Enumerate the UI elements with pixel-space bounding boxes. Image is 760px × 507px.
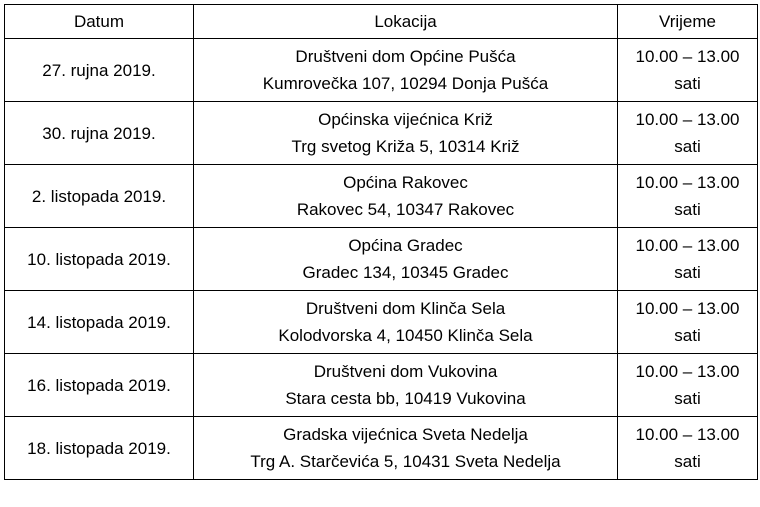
table-row (5, 102, 758, 165)
time-cell (618, 291, 758, 354)
time-unit: sati (674, 137, 701, 156)
table-header (5, 5, 758, 39)
location-name: Društveni dom Vukovina (313, 362, 498, 381)
location-cell (194, 102, 618, 165)
time-cell (618, 39, 758, 102)
time-range: 10.00 – 13.00 (635, 110, 740, 129)
location-name: Gradska vijećnica Sveta Nedelja (283, 425, 528, 444)
date-cell (5, 291, 194, 354)
time-range: 10.00 – 13.00 (635, 47, 740, 66)
location-address: Gradec 134, 10345 Gradec (302, 263, 509, 282)
date-cell (5, 165, 194, 228)
date-cell (5, 102, 194, 165)
location-address: Trg svetog Križa 5, 10314 Križ (291, 137, 520, 156)
table-row (5, 417, 758, 480)
time-range: 10.00 – 13.00 (635, 299, 740, 318)
location-cell (194, 354, 618, 417)
location-cell (194, 228, 618, 291)
time-cell (618, 165, 758, 228)
date-text: 10. listopada 2019. (27, 249, 171, 269)
time-unit: sati (674, 200, 701, 219)
location-name: Općinska vijećnica Križ (318, 110, 493, 129)
date-cell (5, 354, 194, 417)
location-cell (194, 39, 618, 102)
time-unit: sati (674, 263, 701, 282)
date-text: 18. listopada 2019. (27, 438, 171, 458)
location-address: Rakovec 54, 10347 Rakovec (296, 200, 515, 219)
location-cell (194, 165, 618, 228)
location-address: Kumrovečka 107, 10294 Donja Pušća (262, 74, 549, 93)
date-cell (5, 39, 194, 102)
location-address: Kolodvorska 4, 10450 Klinča Sela (278, 326, 533, 345)
location-name: Društveni dom Klinča Sela (305, 299, 506, 318)
table-row (5, 165, 758, 228)
date-cell (5, 417, 194, 480)
header-row (5, 5, 758, 39)
time-unit: sati (674, 452, 701, 471)
date-cell (5, 228, 194, 291)
time-unit: sati (674, 74, 701, 93)
header-location: Lokacija (194, 5, 618, 39)
location-name: Općina Rakovec (343, 173, 468, 192)
time-cell (618, 354, 758, 417)
time-cell (618, 102, 758, 165)
date-text: 30. rujna 2019. (42, 123, 156, 143)
date-text: 14. listopada 2019. (27, 312, 171, 332)
time-range: 10.00 – 13.00 (635, 173, 740, 192)
table-row (5, 291, 758, 354)
time-range: 10.00 – 13.00 (635, 236, 740, 255)
location-address: Stara cesta bb, 10419 Vukovina (285, 389, 526, 408)
time-cell (618, 417, 758, 480)
time-range: 10.00 – 13.00 (635, 362, 740, 381)
table-body (5, 39, 758, 480)
date-text: 16. listopada 2019. (27, 375, 171, 395)
location-address: Trg A. Starčevića 5, 10431 Sveta Nedelja (250, 452, 561, 471)
date-text: 2. listopada 2019. (31, 186, 167, 206)
table-row (5, 354, 758, 417)
location-cell (194, 291, 618, 354)
time-unit: sati (674, 326, 701, 345)
location-cell (194, 417, 618, 480)
header-time: Vrijeme (618, 5, 758, 39)
table-row (5, 228, 758, 291)
location-name: Društveni dom Općine Pušća (295, 47, 516, 66)
time-unit: sati (674, 389, 701, 408)
time-range: 10.00 – 13.00 (635, 425, 740, 444)
header-date: Datum (5, 5, 194, 39)
table-row (5, 39, 758, 102)
schedule-table (4, 4, 758, 480)
date-text: 27. rujna 2019. (42, 60, 156, 80)
location-name: Općina Gradec (348, 236, 463, 255)
time-cell (618, 228, 758, 291)
